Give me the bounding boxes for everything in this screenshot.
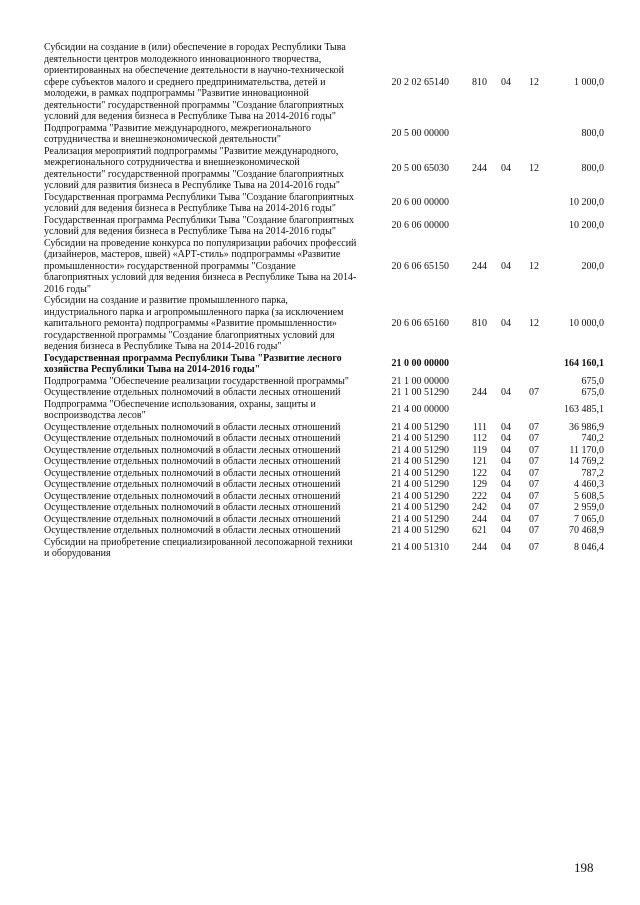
- budget-table-body: [44, 42, 604, 560]
- row-expense-type: 244: [472, 513, 487, 525]
- row-target-code: 21 4 00 51290: [391, 444, 449, 456]
- row-description: Реализация мероприятий подпрограммы "Развитие международного, межрегионального сотрудничества и внешнеэкономической деятельности" государственной программы "Создание благоприятных условий для развития бизнеса в Республике Тыва на 2014-2016 годы": [44, 145, 344, 191]
- row-target-code: 20 6 06 00000: [391, 220, 449, 232]
- row-section: [487, 399, 511, 422]
- row-target-code: 21 0 00 00000: [391, 358, 449, 370]
- table-row: [44, 387, 604, 399]
- row-description: Осуществление отдельных полномочий в области лесных отношений: [44, 444, 341, 456]
- row-description: Подпрограмма "Развитие международного, межрегионального сотрудничества и внешнеэкономической деятельности": [44, 122, 311, 145]
- row-target-code: 21 4 00 51290: [391, 525, 449, 536]
- page-number: 198: [574, 860, 594, 875]
- row-subsection: [511, 353, 539, 376]
- row-subsection: 07: [529, 542, 539, 554]
- row-description: Осуществление отдельных полномочий в области лесных отношений: [44, 502, 341, 513]
- row-amount: 740,2: [581, 433, 604, 444]
- table-row: [44, 422, 604, 434]
- budget-table: [44, 42, 604, 560]
- row-expense-type: 244: [472, 387, 487, 398]
- row-section: 04: [501, 490, 511, 502]
- row-amount: 5 608,5: [574, 490, 604, 502]
- row-expense-type: 244: [472, 260, 487, 272]
- row-description: Осуществление отдельных полномочий в области лесных отношений: [44, 525, 341, 536]
- table-row: [44, 468, 604, 480]
- row-target-code: 21 1 00 51290: [391, 387, 449, 398]
- table-row: [44, 192, 604, 215]
- row-expense-type: [449, 353, 487, 376]
- row-description: Осуществление отдельных полномочий в области лесных отношений: [44, 433, 341, 444]
- row-subsection: 07: [529, 479, 539, 490]
- row-subsection: 07: [529, 490, 539, 502]
- table-row: [44, 456, 604, 468]
- table-row: [44, 525, 604, 537]
- row-section: [487, 376, 511, 388]
- row-section: 04: [501, 479, 511, 490]
- row-amount: 800,0: [581, 162, 604, 174]
- row-subsection: 07: [529, 456, 539, 467]
- row-target-code: 21 4 00 51290: [391, 433, 449, 444]
- row-section: 04: [501, 513, 511, 525]
- table-row: [44, 42, 604, 123]
- row-expense-type: [449, 123, 487, 146]
- row-amount: 787,2: [581, 467, 604, 479]
- row-section: [487, 353, 511, 376]
- row-subsection: 07: [529, 525, 539, 536]
- row-amount: 36 986,9: [569, 421, 604, 433]
- row-target-code: 21 4 00 51290: [391, 467, 449, 479]
- table-row: [44, 353, 604, 376]
- table-row: [44, 376, 604, 388]
- row-target-code: 21 4 00 51290: [391, 513, 449, 525]
- table-row: [44, 479, 604, 491]
- row-description: Осуществление отдельных полномочий в области лесных отношений: [44, 456, 341, 467]
- row-amount: 200,0: [581, 260, 604, 272]
- row-section: 04: [501, 162, 511, 174]
- row-description: Государственная программа Республики Тыва "Создание благоприятных условий для ведения бизнеса в Республике Тыва на 2014-2016 годы": [44, 214, 354, 237]
- row-section: 04: [501, 318, 511, 329]
- row-section: [487, 123, 511, 146]
- table-row: [44, 502, 604, 514]
- row-description: Субсидии на проведение конкурса по популяризации рабочих профессий (дизайнеров, мастеров, швей) «АРТ-стиль» подпрограммы «Развитие промышленности» государственной программы "Создание благоприятных условий для ведения бизнеса в Республике Тыва на 2014-2016 годы": [44, 237, 357, 295]
- table-row: [44, 537, 604, 560]
- table-row: [44, 295, 604, 353]
- row-section: 04: [501, 502, 511, 513]
- row-subsection: 07: [529, 421, 539, 433]
- row-expense-type: 621: [472, 525, 487, 536]
- row-target-code: 21 4 00 51310: [391, 542, 449, 554]
- row-subsection: 12: [529, 162, 539, 174]
- row-description: Подпрограмма "Обеспечение использования, охраны, защиты и воспроизводства лесов": [44, 398, 316, 421]
- row-expense-type: 111: [472, 421, 487, 433]
- row-section: 04: [501, 525, 511, 536]
- row-expense-type: 119: [472, 444, 487, 456]
- table-row: [44, 445, 604, 457]
- row-section: 04: [501, 456, 511, 467]
- row-target-code: 20 6 06 65160: [391, 318, 449, 329]
- row-expense-type: [449, 376, 487, 388]
- row-amount: 10 200,0: [569, 220, 604, 232]
- row-expense-type: 810: [472, 76, 487, 88]
- row-section: [487, 215, 511, 238]
- row-target-code: 21 4 00 51290: [391, 421, 449, 433]
- row-description: Осуществление отдельных полномочий в области лесных отношений: [44, 387, 341, 398]
- row-amount: 2 959,0: [574, 502, 604, 513]
- row-amount: 10 200,0: [569, 197, 604, 209]
- row-subsection: [511, 123, 539, 146]
- row-amount: 164 160,1: [564, 358, 604, 370]
- row-expense-type: 222: [472, 490, 487, 502]
- row-subsection: 07: [529, 467, 539, 479]
- row-section: 04: [501, 421, 511, 433]
- table-row: [44, 146, 604, 192]
- row-section: 04: [501, 433, 511, 444]
- row-expense-type: [449, 399, 487, 422]
- row-subsection: [511, 192, 539, 215]
- row-subsection: [511, 399, 539, 422]
- row-description: Осуществление отдельных полномочий в области лесных отношений: [44, 467, 341, 479]
- row-target-code: 20 2 02 65140: [391, 76, 449, 88]
- row-description: Осуществление отдельных полномочий в области лесных отношений: [44, 513, 341, 525]
- row-expense-type: 121: [472, 456, 487, 467]
- row-subsection: 07: [529, 444, 539, 456]
- row-expense-type: 244: [472, 162, 487, 174]
- row-subsection: 07: [529, 387, 539, 398]
- row-description: Субсидии на создание и развитие промышленного парка, индустриального парка и агропромышленного парка (за исключением капитального ремонта) подпрограммы «Развитие промышленности» государственной программы "Создание благоприятных условий для ведения бизнеса в Республике Тыва на 2014-2016 годы": [44, 295, 344, 352]
- row-description: Субсидии на приобретение специализированной лесопожарной техники и оборудования: [44, 536, 353, 559]
- row-target-code: 21 4 00 51290: [391, 490, 449, 502]
- row-target-code: 21 1 00 00000: [391, 375, 449, 387]
- row-description: Осуществление отдельных полномочий в области лесных отношений: [44, 479, 341, 490]
- row-expense-type: 244: [472, 542, 487, 554]
- table-row: [44, 514, 604, 526]
- row-expense-type: [449, 215, 487, 238]
- row-expense-type: [449, 192, 487, 215]
- row-expense-type: 112: [472, 433, 487, 444]
- row-amount: 14 769,2: [569, 456, 604, 467]
- row-target-code: 20 6 06 65150: [391, 260, 449, 272]
- row-amount: 8 046,4: [574, 542, 604, 554]
- row-subsection: [511, 376, 539, 388]
- row-amount: 10 000,0: [569, 318, 604, 329]
- row-section: 04: [501, 387, 511, 398]
- row-expense-type: 242: [472, 502, 487, 513]
- row-expense-type: 810: [472, 318, 487, 329]
- row-amount: 800,0: [581, 128, 604, 140]
- row-subsection: 12: [529, 76, 539, 88]
- table-row: [44, 215, 604, 238]
- row-section: 04: [501, 444, 511, 456]
- row-expense-type: 122: [472, 467, 487, 479]
- row-subsection: 12: [529, 318, 539, 329]
- row-description: Субсидии на создание в (или) обеспечение в городах Республики Тыва деятельности центров молодежного инновационного творчества, ориентированных на обеспечение деятельности в научно-технической сфере субъектов малого и среднего предпринимательства, детей и молодежи, в рамках подпрограммы "Развитие инновационной деятельности" государственной программы "Создание благоприятных условий для ведения бизнеса в Республике Тыва на 2014-2016 годы": [44, 42, 346, 122]
- row-section: [487, 192, 511, 215]
- row-amount: 70 468,9: [569, 525, 604, 536]
- row-target-code: 20 6 00 00000: [391, 197, 449, 209]
- row-amount: 1 000,0: [574, 76, 604, 88]
- row-subsection: 07: [529, 513, 539, 525]
- table-row: [44, 399, 604, 422]
- row-expense-type: 129: [472, 479, 487, 490]
- row-amount: 163 485,1: [564, 404, 604, 416]
- row-section: 04: [501, 542, 511, 554]
- row-target-code: 20 5 00 00000: [391, 128, 449, 140]
- row-subsection: 07: [529, 433, 539, 444]
- table-row: [44, 238, 604, 296]
- row-description: Подпрограмма "Обеспечение реализации государственной программы": [44, 375, 349, 387]
- row-section: 04: [501, 467, 511, 479]
- table-row: [44, 491, 604, 503]
- row-target-code: 21 4 00 51290: [391, 456, 449, 467]
- row-target-code: 21 4 00 51290: [391, 502, 449, 513]
- table-row: [44, 123, 604, 146]
- row-subsection: 07: [529, 502, 539, 513]
- row-description: Государственная программа Республики Тыва "Создание благоприятных условий для ведения бизнеса в Республике Тыва на 2014-2016 годы": [44, 191, 354, 214]
- row-target-code: 20 5 00 65030: [391, 162, 449, 174]
- row-description: Осуществление отдельных полномочий в области лесных отношений: [44, 421, 341, 433]
- row-amount: 675,0: [581, 387, 604, 398]
- row-amount: 11 170,0: [569, 444, 604, 456]
- row-target-code: 21 4 00 51290: [391, 479, 449, 490]
- row-subsection: [511, 215, 539, 238]
- row-amount: 7 065,0: [574, 513, 604, 525]
- table-row: [44, 433, 604, 445]
- row-description: Государственная программа Республики Тыва "Развитие лесного хозяйства Республики Тыва на 2014-2016 годы": [44, 352, 342, 375]
- row-section: 04: [501, 260, 511, 272]
- row-target-code: 21 4 00 00000: [391, 404, 449, 416]
- row-subsection: 12: [529, 260, 539, 272]
- row-amount: 4 460,3: [574, 479, 604, 490]
- row-amount: 675,0: [581, 375, 604, 387]
- row-description: Осуществление отдельных полномочий в области лесных отношений: [44, 490, 341, 502]
- row-section: 04: [501, 76, 511, 88]
